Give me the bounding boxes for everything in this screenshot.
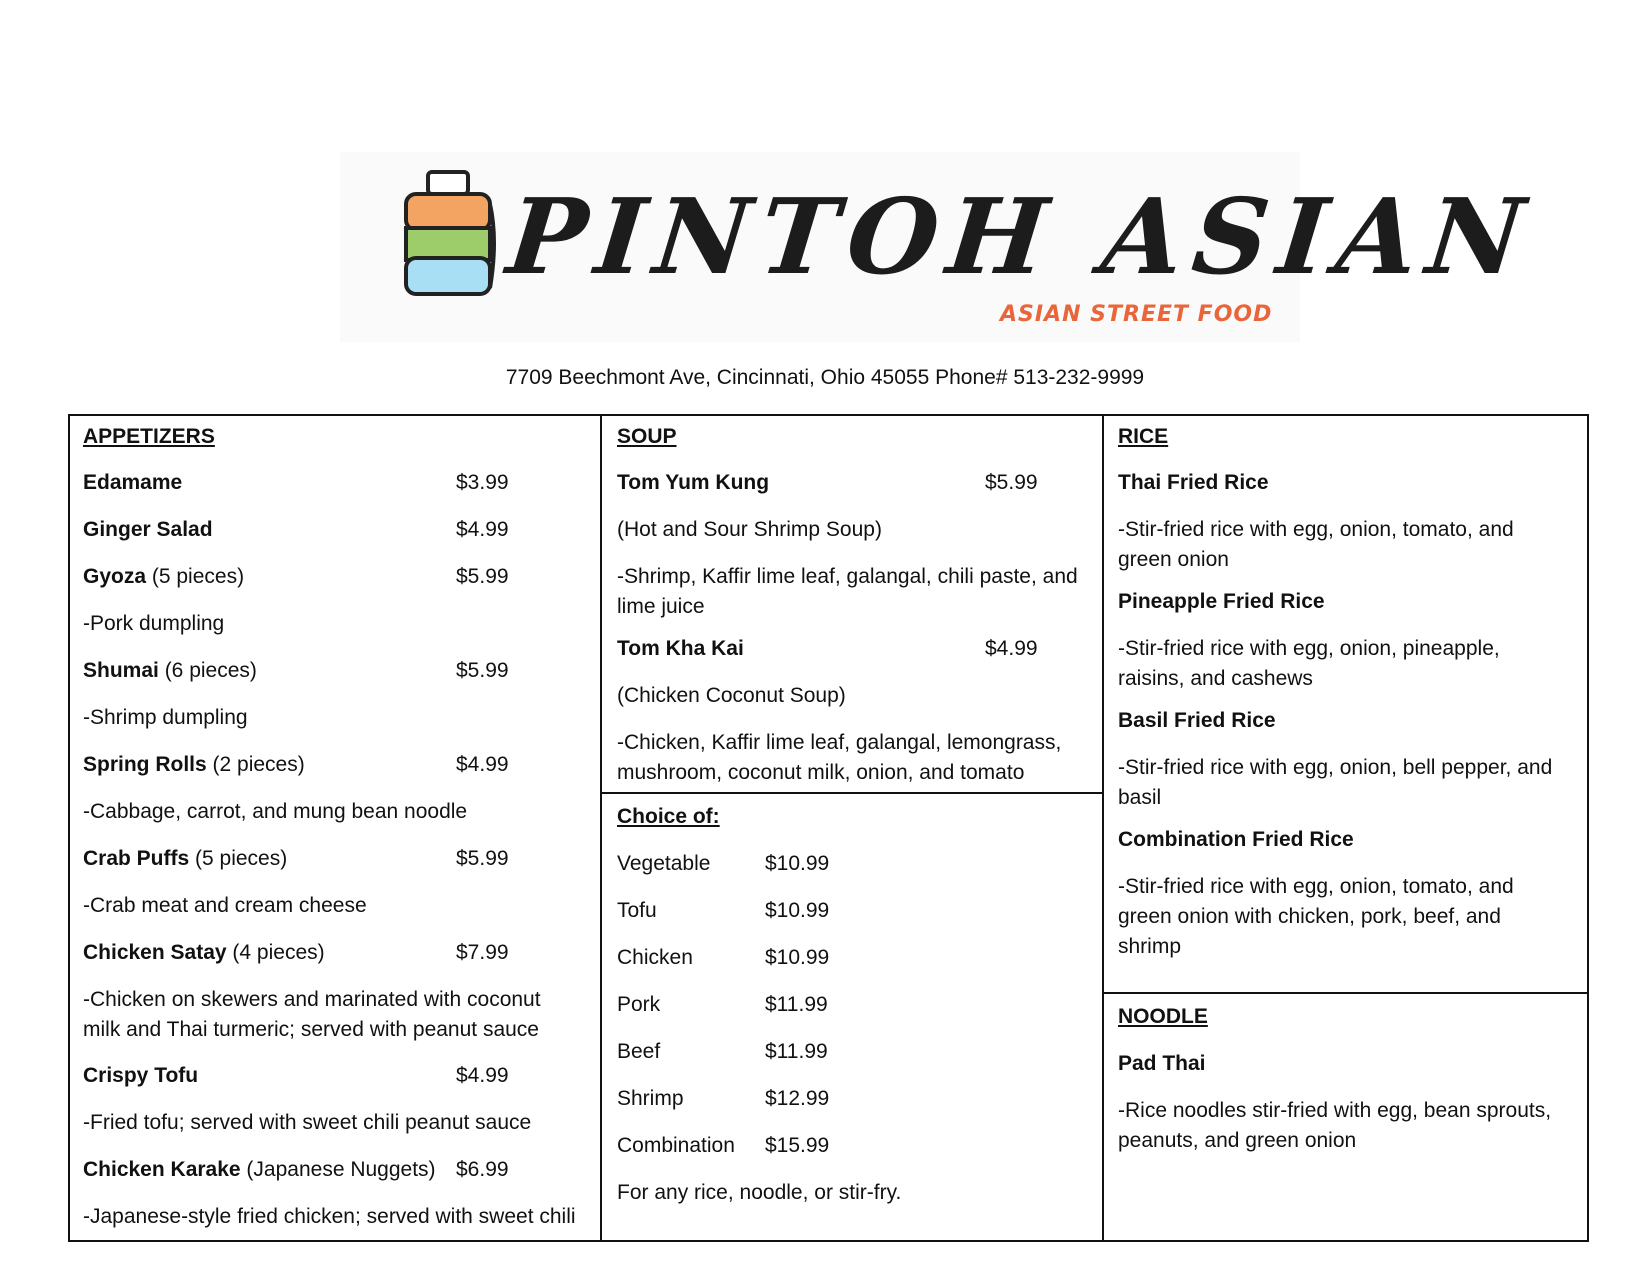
rice-heading: RICE — [1118, 425, 1169, 448]
menu-item — [83, 515, 213, 545]
choice-option: Tofu — [617, 899, 657, 922]
choice-price: $11.99 — [765, 1040, 828, 1063]
item-name: Thai Fried Rice — [1118, 471, 1269, 494]
item-detail: (6 pieces) — [158, 659, 257, 682]
item-description: -Stir-fried rice with egg, onion, tomato, and green onion with chicken, pork, beef, and shrimp — [1118, 875, 1514, 958]
item-price: $4.99 — [456, 518, 509, 541]
item-price: $4.99 — [456, 753, 509, 776]
menu-item — [1118, 706, 1276, 736]
item-name: Edamame — [83, 471, 183, 494]
item-price: $6.99 — [456, 1158, 509, 1181]
item-name: Crab Puffs — [83, 847, 190, 870]
item-name: Ginger Salad — [83, 518, 213, 541]
item-name: Pad Thai — [1118, 1052, 1206, 1075]
item-detail: (Japanese Nuggets) — [240, 1158, 436, 1181]
menu-item — [83, 1155, 436, 1185]
item-description: -Shrimp dumpling — [83, 706, 248, 729]
item-name: Crispy Tofu — [83, 1064, 199, 1087]
logo — [340, 152, 1540, 342]
menu-item — [1118, 468, 1269, 498]
item-price: $5.99 — [456, 847, 509, 870]
section-divider — [602, 792, 1102, 794]
item-detail: (5 pieces) — [189, 847, 288, 870]
menu-item — [1118, 587, 1325, 617]
item-description: -Pork dumpling — [83, 612, 225, 635]
soup-heading: SOUP — [617, 425, 677, 448]
item-name: Tom Yum Kung — [617, 471, 770, 494]
section-divider — [1104, 992, 1589, 994]
noodle-heading: NOODLE — [1118, 1005, 1208, 1028]
choice-option: Combination — [617, 1134, 735, 1157]
item-price: $5.99 — [456, 565, 509, 588]
item-detail: (2 pieces) — [206, 753, 305, 776]
item-price: $3.99 — [456, 471, 509, 494]
soup-column — [602, 416, 1104, 1240]
item-name: Tom Kha Kai — [617, 637, 744, 660]
item-description: -Cabbage, carrot, and mung bean noodle — [83, 800, 468, 823]
item-description: -Stir-fried rice with egg, onion, bell pepper, and basil — [1118, 756, 1553, 809]
item-name: Pineapple Fried Rice — [1118, 590, 1325, 613]
tiffin-jar-icon — [398, 170, 498, 300]
choice-note: For any rice, noodle, or stir-fry. — [617, 1181, 902, 1204]
choice-price: $15.99 — [765, 1134, 830, 1157]
item-name: Basil Fried Rice — [1118, 709, 1276, 732]
item-name: Combination Fried Rice — [1118, 828, 1354, 851]
item-description: -Stir-fried rice with egg, onion, pineapple, raisins, and cashews — [1118, 637, 1500, 690]
menu-item — [83, 468, 182, 498]
item-description: -Fried tofu; served with sweet chili peanut sauce — [83, 1111, 532, 1134]
item-price: $4.99 — [985, 637, 1038, 660]
rice-column — [1104, 416, 1589, 1240]
choice-option: Chicken — [617, 946, 693, 969]
item-name: Chicken Karake — [83, 1158, 241, 1181]
brand-name: PINTOH ASIAN — [502, 175, 1540, 298]
item-price: $5.99 — [456, 659, 509, 682]
choice-option: Vegetable — [617, 852, 711, 875]
choice-option: Beef — [617, 1040, 661, 1063]
item-description: -Japanese-style fried chicken; served with sweet chili — [83, 1205, 576, 1228]
menu-item — [83, 656, 257, 686]
item-description: -Rice noodles stir-fried with egg, bean sprouts, peanuts, and green onion — [1118, 1099, 1552, 1152]
item-description: -Chicken, Kaffir lime leaf, galangal, lemongrass, mushroom, coconut milk, onion, and tomato — [617, 731, 1062, 784]
menu-item — [83, 938, 325, 968]
item-price: $7.99 — [456, 941, 509, 964]
item-price: $4.99 — [456, 1064, 509, 1087]
menu-table — [68, 414, 1589, 1242]
choice-heading: Choice of: — [617, 805, 720, 828]
menu-item — [1118, 825, 1354, 855]
menu-item — [83, 844, 287, 874]
item-description: -Shrimp, Kaffir lime leaf, galangal, chili paste, and lime juice — [617, 565, 1078, 618]
item-subtitle: (Hot and Sour Shrimp Soup) — [617, 518, 882, 541]
choice-price: $10.99 — [765, 852, 830, 875]
menu-item — [83, 1061, 198, 1091]
menu-item — [83, 750, 305, 780]
item-price: $5.99 — [985, 471, 1038, 494]
item-name: Gyoza — [83, 565, 147, 588]
choice-price: $10.99 — [765, 946, 830, 969]
item-detail: (5 pieces) — [146, 565, 245, 588]
item-description: -Stir-fried rice with egg, onion, tomato, and green onion — [1118, 518, 1514, 571]
choice-price: $11.99 — [765, 993, 828, 1016]
menu-item — [1118, 1049, 1206, 1079]
menu-item — [617, 634, 744, 664]
item-name: Shumai — [83, 659, 159, 682]
item-name: Chicken Satay — [83, 941, 227, 964]
item-subtitle: (Chicken Coconut Soup) — [617, 684, 846, 707]
choice-price: $12.99 — [765, 1087, 830, 1110]
item-description: -Crab meat and cream cheese — [83, 894, 367, 917]
choice-price: $10.99 — [765, 899, 830, 922]
address-line: 7709 Beechmont Ave, Cincinnati, Ohio 45055 Phone# 513-232-9999 — [505, 366, 1145, 389]
menu-item — [83, 562, 244, 592]
choice-option: Pork — [617, 993, 661, 1016]
appetizers-column — [70, 416, 602, 1240]
item-name: Spring Rolls — [83, 753, 207, 776]
menu-item — [617, 468, 769, 498]
item-detail: (4 pieces) — [226, 941, 325, 964]
choice-option: Shrimp — [617, 1087, 684, 1110]
tagline: ASIAN STREET FOOD — [1000, 302, 1273, 327]
item-description: -Chicken on skewers and marinated with coconut milk and Thai turmeric; served with peanut sauce — [83, 988, 541, 1041]
appetizers-heading: APPETIZERS — [83, 425, 215, 448]
